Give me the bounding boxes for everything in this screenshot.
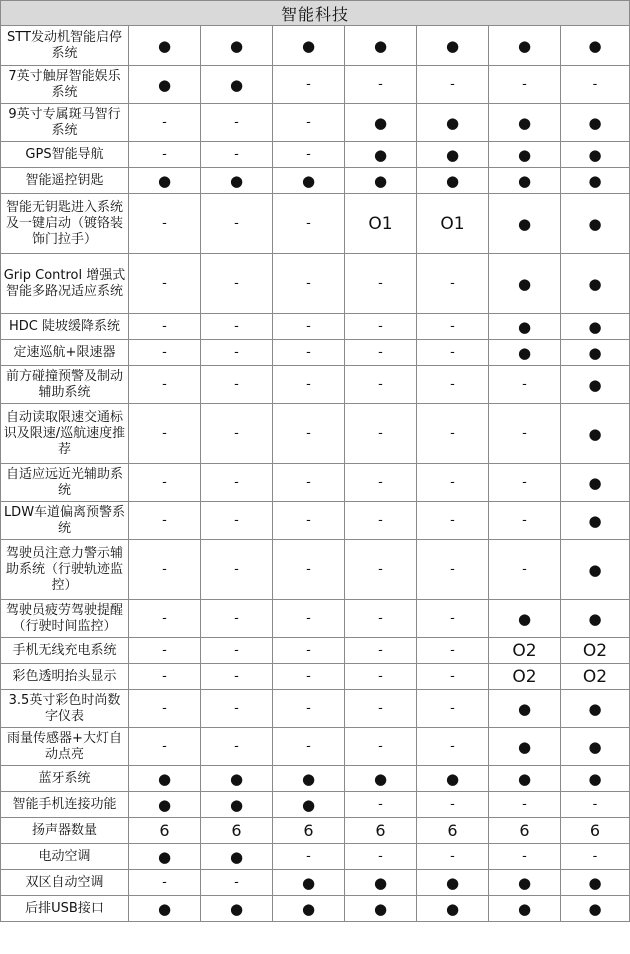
feature-value-cell: ● — [273, 896, 345, 922]
feature-value-cell: ● — [561, 104, 630, 142]
feature-value-cell: - — [345, 664, 417, 690]
feature-value-cell: ● — [129, 168, 201, 194]
feature-value-cell: ● — [489, 26, 561, 66]
feature-value-cell: - — [345, 844, 417, 870]
feature-label: 自适应远近光辅助系统 — [1, 464, 129, 502]
feature-value-cell: ● — [561, 600, 630, 638]
feature-value-cell: ● — [417, 896, 489, 922]
feature-value-cell: - — [129, 690, 201, 728]
feature-label: HDC 陡坡缓降系统 — [1, 314, 129, 340]
feature-value-cell: ● — [489, 896, 561, 922]
feature-value-cell: - — [129, 728, 201, 766]
feature-value-cell: - — [129, 664, 201, 690]
feature-value-cell: ● — [129, 896, 201, 922]
feature-value-cell: ● — [273, 870, 345, 896]
feature-value-cell: - — [345, 464, 417, 502]
feature-value-cell: - — [345, 540, 417, 600]
feature-value-cell: 6 — [489, 818, 561, 844]
feature-value-cell: ● — [417, 104, 489, 142]
feature-value-cell: ● — [561, 690, 630, 728]
feature-value-cell: - — [417, 66, 489, 104]
feature-value-cell: - — [201, 464, 273, 502]
table-row — [1, 818, 630, 844]
feature-value-cell: - — [201, 142, 273, 168]
feature-value-cell: - — [273, 366, 345, 404]
feature-value-cell: - — [417, 502, 489, 540]
feature-value-cell: - — [201, 638, 273, 664]
feature-value-cell: - — [489, 792, 561, 818]
feature-label: 9英寸专属斑马智行系统 — [1, 104, 129, 142]
feature-label: 智能手机连接功能 — [1, 792, 129, 818]
feature-value-cell: - — [129, 366, 201, 404]
feature-value-cell: ● — [561, 896, 630, 922]
feature-value-cell: - — [273, 340, 345, 366]
feature-label: 智能遥控钥匙 — [1, 168, 129, 194]
feature-value-cell: ● — [129, 844, 201, 870]
feature-value-cell: 6 — [561, 818, 630, 844]
table-row — [1, 728, 630, 766]
feature-value-cell: ● — [561, 502, 630, 540]
feature-value-cell: O2 — [561, 638, 630, 664]
feature-value-cell: ● — [489, 870, 561, 896]
feature-value-cell: - — [561, 792, 630, 818]
feature-value-cell: ● — [561, 366, 630, 404]
feature-value-cell: - — [201, 314, 273, 340]
feature-value-cell: 6 — [129, 818, 201, 844]
feature-value-cell: - — [129, 340, 201, 366]
feature-value-cell: ● — [561, 26, 630, 66]
table-row — [1, 26, 630, 66]
feature-value-cell: - — [129, 104, 201, 142]
feature-value-cell: - — [273, 502, 345, 540]
table-row — [1, 464, 630, 502]
feature-value-cell: - — [273, 142, 345, 168]
feature-label: GPS智能导航 — [1, 142, 129, 168]
feature-value-cell: - — [417, 540, 489, 600]
table-row — [1, 366, 630, 404]
feature-label: 智能无钥匙进入系统及一键启动（镀铬装饰门拉手） — [1, 194, 129, 254]
table-row — [1, 502, 630, 540]
feature-value-cell: ● — [561, 870, 630, 896]
feature-value-cell: - — [129, 870, 201, 896]
feature-value-cell: ● — [561, 540, 630, 600]
feature-value-cell: - — [417, 314, 489, 340]
feature-value-cell: O2 — [561, 664, 630, 690]
feature-value-cell: - — [417, 844, 489, 870]
table-row — [1, 66, 630, 104]
feature-value-cell: ● — [561, 766, 630, 792]
feature-value-cell: - — [273, 314, 345, 340]
feature-value-cell: ● — [561, 142, 630, 168]
feature-value-cell: - — [345, 254, 417, 314]
feature-value-cell: - — [345, 404, 417, 464]
feature-label: LDW车道偏离预警系统 — [1, 502, 129, 540]
table-row — [1, 142, 630, 168]
feature-value-cell: - — [201, 366, 273, 404]
feature-label: 7英寸触屏智能娱乐系统 — [1, 66, 129, 104]
feature-value-cell: ● — [129, 792, 201, 818]
table-row — [1, 792, 630, 818]
feature-label: 3.5英寸彩色时尚数字仪表 — [1, 690, 129, 728]
feature-label: 扬声器数量 — [1, 818, 129, 844]
feature-value-cell: - — [345, 728, 417, 766]
feature-value-cell: - — [273, 844, 345, 870]
feature-value-cell: O1 — [345, 194, 417, 254]
feature-value-cell: ● — [345, 896, 417, 922]
feature-value-cell: - — [417, 600, 489, 638]
feature-value-cell: - — [273, 690, 345, 728]
feature-value-cell: - — [489, 66, 561, 104]
feature-value-cell: ● — [489, 104, 561, 142]
feature-value-cell: 6 — [345, 818, 417, 844]
feature-value-cell: - — [345, 366, 417, 404]
feature-value-cell: ● — [273, 766, 345, 792]
feature-value-cell: ● — [345, 870, 417, 896]
feature-value-cell: ● — [345, 26, 417, 66]
feature-value-cell: ● — [489, 340, 561, 366]
feature-value-cell: - — [417, 366, 489, 404]
feature-value-cell: - — [345, 792, 417, 818]
feature-label: 电动空调 — [1, 844, 129, 870]
feature-value-cell: ● — [345, 104, 417, 142]
table-row — [1, 404, 630, 464]
feature-value-cell: O1 — [417, 194, 489, 254]
table-row — [1, 314, 630, 340]
feature-value-cell: ● — [489, 254, 561, 314]
table-row — [1, 664, 630, 690]
feature-value-cell: - — [129, 540, 201, 600]
table-row — [1, 540, 630, 600]
feature-value-cell: - — [345, 340, 417, 366]
title-row — [1, 1, 630, 26]
feature-value-cell: - — [417, 690, 489, 728]
feature-value-cell: - — [201, 340, 273, 366]
feature-value-cell: O2 — [489, 664, 561, 690]
feature-value-cell: - — [129, 142, 201, 168]
feature-value-cell: - — [489, 404, 561, 464]
feature-value-cell: - — [201, 870, 273, 896]
feature-value-cell: - — [129, 638, 201, 664]
feature-value-cell: ● — [201, 26, 273, 66]
feature-value-cell: ● — [129, 766, 201, 792]
feature-value-cell: ● — [417, 26, 489, 66]
feature-value-cell: - — [489, 464, 561, 502]
feature-value-cell: - — [201, 600, 273, 638]
feature-value-cell: ● — [201, 66, 273, 104]
feature-value-cell: ● — [489, 766, 561, 792]
feature-label: 定速巡航+限速器 — [1, 340, 129, 366]
feature-value-cell: - — [273, 254, 345, 314]
feature-value-cell: - — [201, 404, 273, 464]
feature-value-cell: ● — [273, 168, 345, 194]
feature-value-cell: - — [201, 690, 273, 728]
feature-value-cell: - — [417, 254, 489, 314]
feature-label: 雨量传感器+大灯自动点亮 — [1, 728, 129, 766]
feature-value-cell: ● — [489, 314, 561, 340]
table-title: 智能科技 — [1, 1, 630, 26]
feature-value-cell: - — [417, 728, 489, 766]
feature-value-cell: - — [417, 340, 489, 366]
table-row — [1, 168, 630, 194]
feature-value-cell: - — [345, 600, 417, 638]
feature-value-cell: - — [129, 502, 201, 540]
feature-value-cell: - — [489, 366, 561, 404]
feature-value-cell: ● — [561, 194, 630, 254]
feature-value-cell: - — [561, 844, 630, 870]
feature-value-cell: - — [201, 664, 273, 690]
table-row — [1, 766, 630, 792]
table-body — [1, 26, 630, 922]
feature-value-cell: - — [201, 728, 273, 766]
feature-value-cell: ● — [201, 896, 273, 922]
feature-value-cell: ● — [129, 66, 201, 104]
feature-value-cell: O2 — [489, 638, 561, 664]
feature-value-cell: ● — [489, 142, 561, 168]
feature-label: STT发动机智能启停系统 — [1, 26, 129, 66]
table-row — [1, 844, 630, 870]
feature-value-cell: - — [417, 464, 489, 502]
feature-value-cell: - — [273, 104, 345, 142]
feature-value-cell: 6 — [201, 818, 273, 844]
feature-label: 双区自动空调 — [1, 870, 129, 896]
feature-label: 后排USB接口 — [1, 896, 129, 922]
table-row — [1, 254, 630, 314]
feature-value-cell: ● — [489, 168, 561, 194]
feature-value-cell: ● — [345, 142, 417, 168]
feature-value-cell: ● — [417, 142, 489, 168]
feature-value-cell: - — [273, 638, 345, 664]
feature-value-cell: - — [273, 664, 345, 690]
feature-value-cell: - — [273, 728, 345, 766]
feature-value-cell: ● — [561, 314, 630, 340]
feature-label: 彩色透明抬头显示 — [1, 664, 129, 690]
feature-value-cell: ● — [417, 168, 489, 194]
table-row — [1, 600, 630, 638]
feature-value-cell: - — [201, 502, 273, 540]
table-row — [1, 690, 630, 728]
feature-value-cell: - — [129, 314, 201, 340]
feature-value-cell: - — [129, 254, 201, 314]
feature-value-cell: ● — [417, 870, 489, 896]
feature-value-cell: - — [345, 66, 417, 104]
feature-value-cell: - — [345, 690, 417, 728]
feature-value-cell: ● — [345, 168, 417, 194]
feature-value-cell: ● — [489, 690, 561, 728]
feature-value-cell: - — [489, 540, 561, 600]
feature-value-cell: - — [489, 844, 561, 870]
feature-value-cell: ● — [129, 26, 201, 66]
feature-value-cell: - — [489, 502, 561, 540]
feature-value-cell: - — [273, 66, 345, 104]
feature-value-cell: - — [201, 104, 273, 142]
feature-value-cell: ● — [561, 168, 630, 194]
feature-value-cell: - — [273, 600, 345, 638]
feature-value-cell: - — [201, 540, 273, 600]
feature-value-cell: - — [273, 540, 345, 600]
feature-value-cell: ● — [489, 728, 561, 766]
table-row — [1, 104, 630, 142]
feature-value-cell: - — [273, 464, 345, 502]
feature-label: 前方碰撞预警及制动辅助系统 — [1, 366, 129, 404]
feature-value-cell: ● — [561, 254, 630, 314]
feature-value-cell: ● — [201, 844, 273, 870]
feature-value-cell: ● — [273, 26, 345, 66]
feature-value-cell: - — [201, 194, 273, 254]
table-row — [1, 870, 630, 896]
feature-value-cell: - — [345, 314, 417, 340]
feature-value-cell: - — [129, 600, 201, 638]
feature-value-cell: ● — [273, 792, 345, 818]
feature-value-cell: ● — [561, 340, 630, 366]
feature-value-cell: - — [201, 254, 273, 314]
feature-value-cell: - — [417, 638, 489, 664]
table-row — [1, 638, 630, 664]
feature-value-cell: 6 — [273, 818, 345, 844]
feature-value-cell: ● — [201, 168, 273, 194]
feature-label: 手机无线充电系统 — [1, 638, 129, 664]
feature-label: 驾驶员疲劳驾驶提醒（行驶时间监控） — [1, 600, 129, 638]
feature-value-cell: ● — [345, 766, 417, 792]
feature-value-cell: - — [273, 404, 345, 464]
feature-value-cell: - — [273, 194, 345, 254]
table-row — [1, 896, 630, 922]
feature-value-cell: - — [561, 66, 630, 104]
feature-value-cell: ● — [201, 792, 273, 818]
feature-value-cell: ● — [417, 766, 489, 792]
feature-value-cell: ● — [489, 600, 561, 638]
feature-value-cell: ● — [561, 728, 630, 766]
feature-value-cell: - — [345, 502, 417, 540]
feature-label: Grip Control 增强式智能多路况适应系统 — [1, 254, 129, 314]
table-row — [1, 194, 630, 254]
feature-label: 驾驶员注意力警示辅助系统（行驶轨迹监控） — [1, 540, 129, 600]
feature-label: 蓝牙系统 — [1, 766, 129, 792]
feature-value-cell: - — [345, 638, 417, 664]
feature-value-cell: - — [129, 404, 201, 464]
feature-value-cell: ● — [489, 194, 561, 254]
feature-value-cell: - — [417, 404, 489, 464]
feature-label: 自动读取限速交通标识及限速/巡航速度推荐 — [1, 404, 129, 464]
feature-value-cell: 6 — [417, 818, 489, 844]
table-row — [1, 340, 630, 366]
feature-value-cell: ● — [561, 404, 630, 464]
feature-value-cell: ● — [201, 766, 273, 792]
feature-value-cell: - — [129, 464, 201, 502]
feature-value-cell: - — [417, 792, 489, 818]
feature-value-cell: - — [129, 194, 201, 254]
feature-value-cell: - — [417, 664, 489, 690]
feature-value-cell: ● — [561, 464, 630, 502]
